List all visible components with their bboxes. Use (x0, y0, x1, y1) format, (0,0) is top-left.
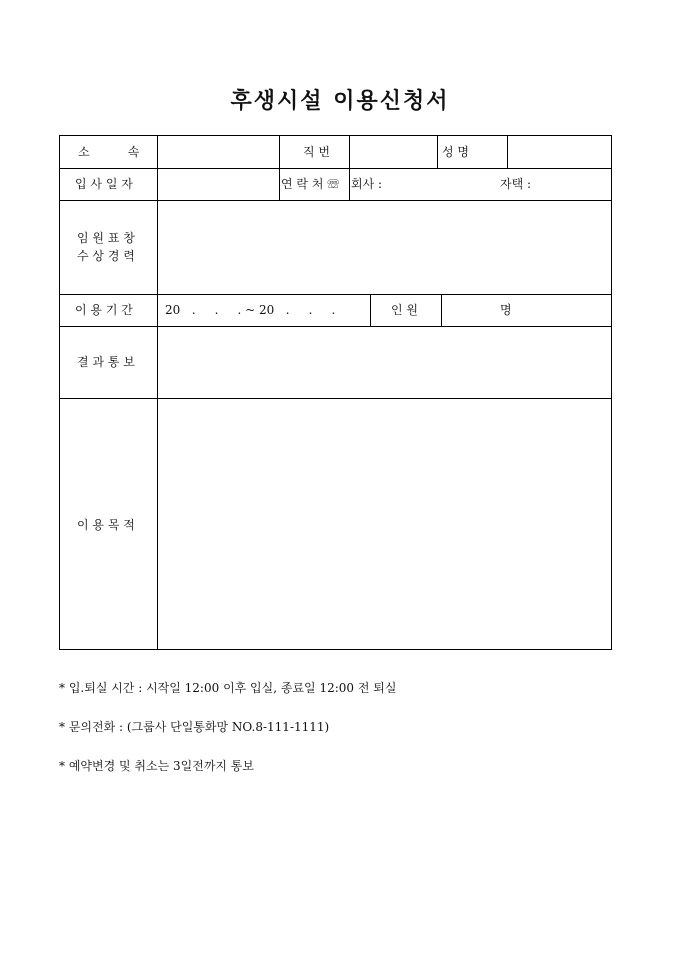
company-phone-label: 회사 : (351, 177, 383, 191)
label-column-divider (157, 136, 158, 650)
join-date-field[interactable] (159, 169, 278, 199)
affiliation-label: 소 속 (78, 145, 140, 159)
column-divider (507, 136, 508, 168)
purpose-label: 이 용 목 적 (77, 518, 135, 532)
award-label-line2: 수 상 경 력 (77, 249, 135, 263)
employee-number-label: 직 번 (303, 145, 330, 159)
period-label: 이 용 기 간 (75, 303, 133, 317)
result-label: 결 과 통 보 (77, 355, 135, 369)
note-contact-phone: * 문의전화 : (그룹사 단일통화망 NO.8-111-1111) (59, 720, 330, 734)
join-date-label: 입 사 일 자 (75, 177, 133, 191)
affiliation-field[interactable] (159, 137, 278, 167)
purpose-field[interactable] (159, 399, 611, 647)
employee-number-field[interactable] (351, 137, 436, 167)
column-divider (441, 294, 442, 326)
application-form (59, 135, 612, 650)
home-phone-label: 자택 : (500, 177, 532, 191)
note-cancellation: * 예약변경 및 취소는 3일전까지 통보 (59, 759, 254, 773)
name-label: 성 명 (442, 145, 469, 159)
column-divider (437, 136, 438, 168)
column-divider (349, 136, 350, 200)
award-label-line1: 임 원 표 창 (77, 231, 135, 245)
name-field[interactable] (509, 137, 609, 167)
people-label: 인 원 (391, 303, 418, 317)
result-field[interactable] (159, 327, 611, 397)
people-unit: 명 (500, 303, 512, 317)
period-value[interactable]: 20 . . . ~ 20 . . . (165, 303, 336, 317)
column-divider (279, 136, 280, 200)
row-divider (60, 294, 611, 295)
contact-label: 연 락 처 ☏ (281, 177, 340, 191)
note-checkin-time: * 입.퇴실 시간 : 시작일 12:00 이후 입실, 종료일 12:00 전 퇴실 (59, 681, 397, 695)
column-divider (370, 294, 371, 326)
page-title: 후생시설 이용신청서 (230, 88, 450, 114)
award-history-field[interactable] (159, 201, 611, 293)
row-divider (60, 168, 611, 169)
